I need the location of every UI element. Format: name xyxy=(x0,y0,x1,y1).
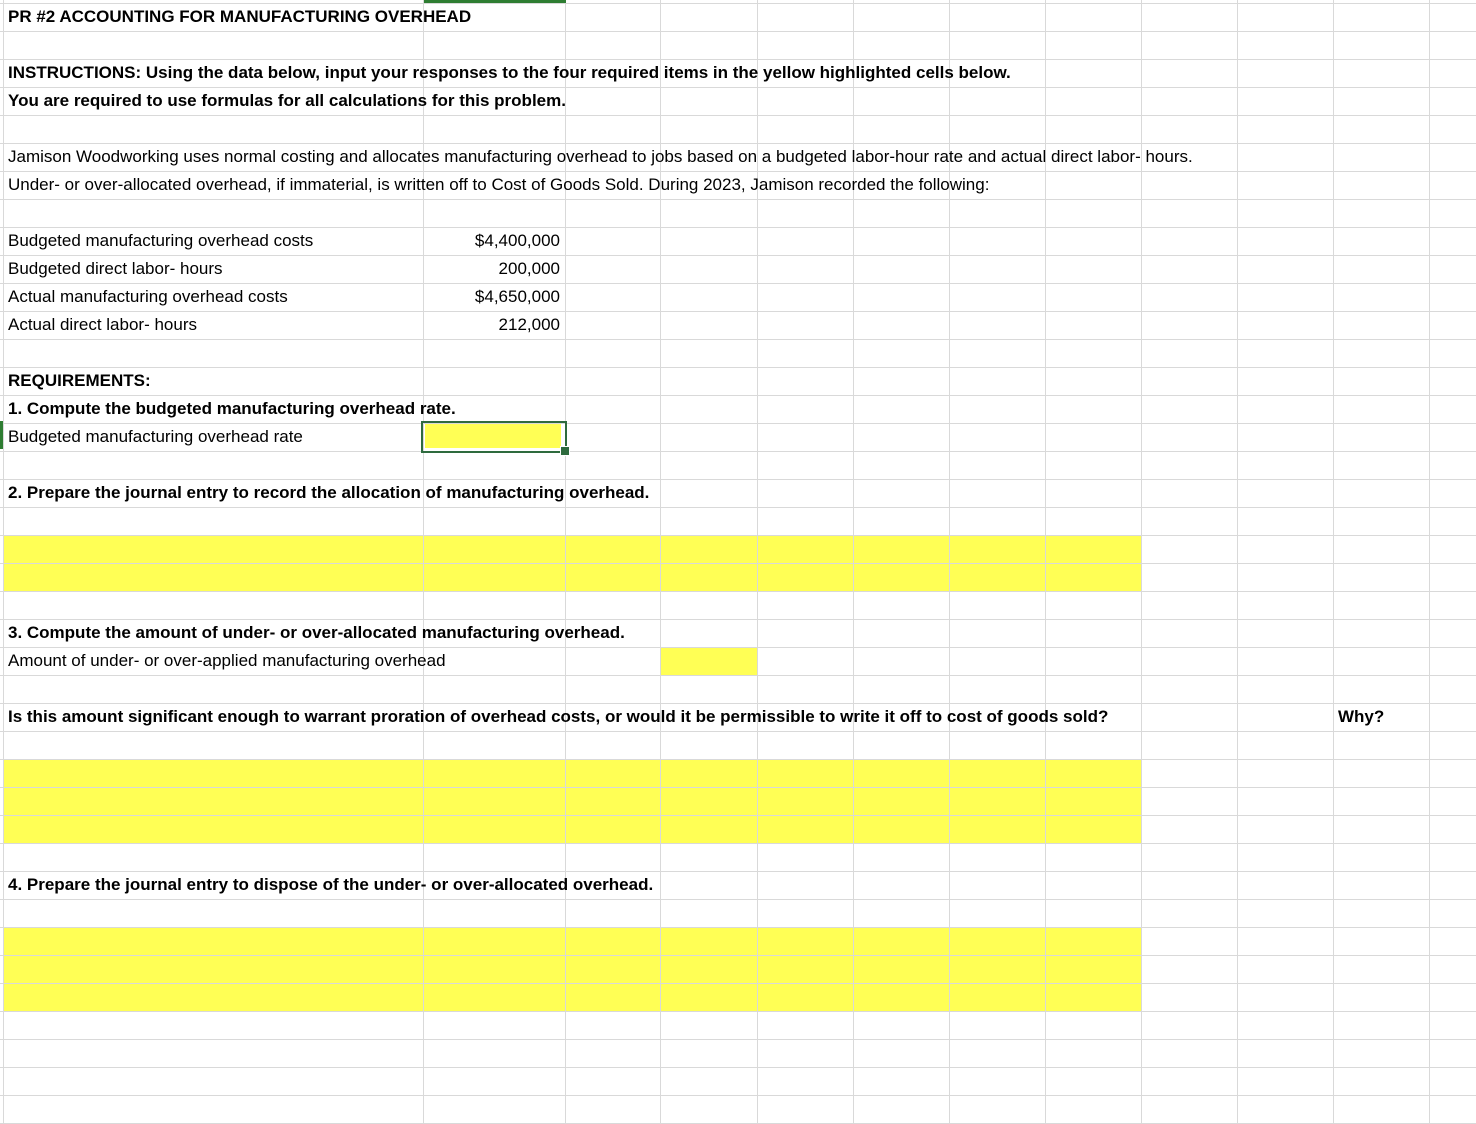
answer-area-disposal-entry[interactable] xyxy=(4,927,1141,1011)
row-gridline xyxy=(0,1039,1476,1040)
row-gridline xyxy=(0,563,1476,564)
requirement-1-label: Budgeted manufacturing overhead rate xyxy=(8,427,303,446)
requirement-1-heading: 1. Compute the budgeted manufacturing overhead rate. xyxy=(8,399,456,418)
row-gridline xyxy=(0,367,1476,368)
description-line-1: Jamison Woodworking uses normal costing and allocates manufacturing overhead to jobs based on a budgeted labor-hour rate and actual direct labor- hours. xyxy=(8,147,1193,166)
data-label-budgeted-overhead: Budgeted manufacturing overhead costs xyxy=(8,231,314,250)
data-label-budgeted-hours: Budgeted direct labor- hours xyxy=(8,259,223,278)
requirement-3-label: Amount of under- or over-applied manufacturing overhead xyxy=(8,651,446,670)
instructions-line-2: You are required to use formulas for all calculations for this problem. xyxy=(8,91,566,110)
requirement-3-why: Why? xyxy=(1338,707,1385,726)
row-header-accent xyxy=(0,421,3,449)
data-label-actual-hours: Actual direct labor- hours xyxy=(8,315,197,334)
data-label-actual-overhead: Actual manufacturing overhead costs xyxy=(8,287,288,306)
row-gridline xyxy=(0,843,1476,844)
row-gridline xyxy=(0,1095,1476,1096)
row-gridline xyxy=(0,927,1476,928)
row-gridline xyxy=(0,815,1476,816)
row-gridline xyxy=(0,115,1476,116)
row-gridline xyxy=(0,507,1476,508)
row-gridline xyxy=(0,311,1476,312)
requirement-2-heading: 2. Prepare the journal entry to record the allocation of manufacturing overhead. xyxy=(8,483,650,502)
row-gridline xyxy=(0,955,1476,956)
row-gridline xyxy=(0,675,1476,676)
row-gridline xyxy=(0,1067,1476,1068)
data-value-budgeted-hours[interactable]: 200,000 xyxy=(498,259,560,278)
data-value-actual-hours[interactable]: 212,000 xyxy=(498,315,560,334)
answer-cell-under-over-amount[interactable] xyxy=(661,647,757,675)
row-gridline xyxy=(0,535,1476,536)
data-value-actual-overhead[interactable]: $4,650,000 xyxy=(474,287,560,306)
row-gridline xyxy=(0,199,1476,200)
row-gridline xyxy=(0,731,1476,732)
row-gridline xyxy=(0,1011,1476,1012)
requirement-3-question: Is this amount significant enough to warrant proration of overhead costs, or would it be permissible to write it off to cost of goods sold? xyxy=(8,707,1109,726)
row-gridline xyxy=(0,759,1476,760)
instructions-line-1: INSTRUCTIONS: Using the data below, input your responses to the four required items in the yellow highlighted cells below. xyxy=(8,63,1011,82)
active-cell-selection[interactable] xyxy=(421,421,567,453)
fill-handle[interactable] xyxy=(560,446,570,456)
data-value-budgeted-overhead[interactable]: $4,400,000 xyxy=(474,231,560,250)
row-gridline xyxy=(0,899,1476,900)
requirement-3-heading: 3. Compute the amount of under- or over-allocated manufacturing overhead. xyxy=(8,623,625,642)
requirements-heading: REQUIREMENTS: xyxy=(8,371,151,390)
answer-area-significance[interactable] xyxy=(4,759,1141,843)
row-gridline xyxy=(0,451,1476,452)
row-gridline xyxy=(0,787,1476,788)
row-gridline xyxy=(0,339,1476,340)
requirement-4-heading: 4. Prepare the journal entry to dispose of the under- or over-allocated overhead. xyxy=(8,875,654,894)
description-line-2: Under- or over-allocated overhead, if immaterial, is written off to Cost of Goods Sold. During 2023, Jamison recorded the following: xyxy=(8,175,990,194)
row-gridline xyxy=(0,983,1476,984)
sheet-title: PR #2 ACCOUNTING FOR MANUFACTURING OVERHEAD xyxy=(8,7,472,26)
row-gridline xyxy=(0,591,1476,592)
row-gridline xyxy=(0,31,1476,32)
